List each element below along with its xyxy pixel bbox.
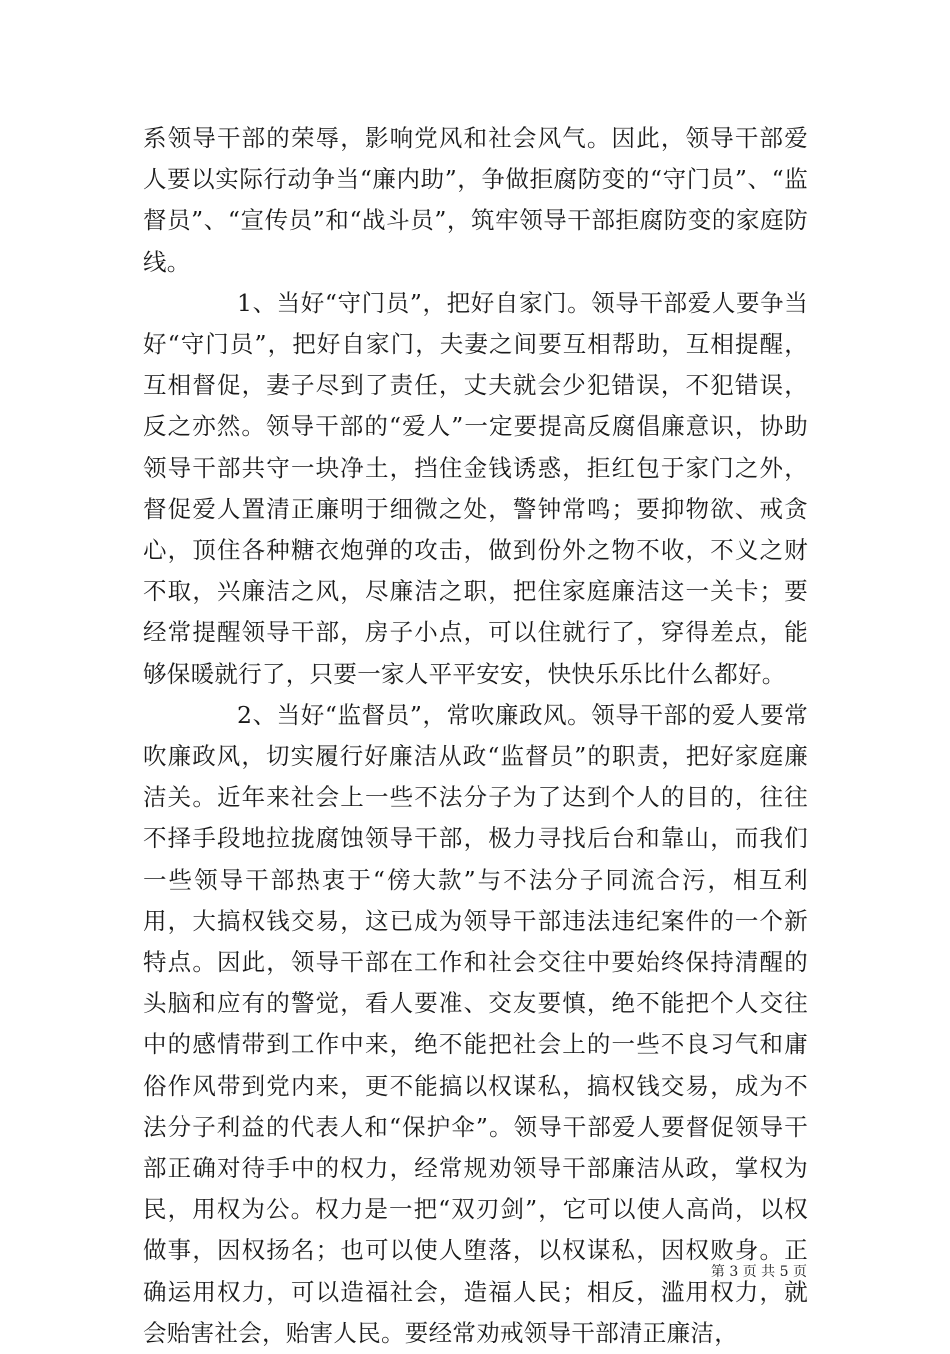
paragraph-continuation: 系领导干部的荣辱，影响党风和社会风气。因此，领导干部爱人要以实际行动争当“廉内助”，争做拒腐防变的“守门员”、“监督员”、“宣传员”和“战斗员”，筑牢领导干部拒腐防变的家庭防线。 xyxy=(143,124,808,276)
page-footer xyxy=(0,1263,950,1281)
paragraph-supervisor: 2、当好“监督员”，常吹廉政风。领导干部的爱人要常吹廉政风，切实履行好廉洁从政“监督员”的职责，把好家庭廉洁关。近年来社会上一些不法分子为了达到个人的目的，往往不择手段地拉拢腐蚀领导干部，极力寻找后台和靠山，而我们一些领导干部热衷于“傍大款”与不法分子同流合污，相互利用，大搞权钱交易，这已成为领导干部违法违纪案件的一个新特点。因此，领导干部在工作和社会交往中要始终保持清醒的头脑和应有的警觉，看人要准、交友要慎，绝不能把个人交往中的感情带到工作中来，绝不能把社会上的一些不良习气和庸俗作风带到党内来，更不能搞以权谋私，搞权钱交易，成为不法分子利益的代表人和“保护伞”。领导干部爱人要督促领导干部正确对待手中的权力，经常规劝领导干部廉洁从政，掌权为民，用权为公。权力是一把“双刃剑”，它可以使人高尚，以权做事，因权扬名；也可以使人堕落，以权谋私，因权败身。正确运用权力，可以造福社会，造福人民；相反，滥用权力，就会贻害社会，贻害人民。要经常劝戒领导干部清正廉洁， xyxy=(143,700,808,1347)
page-number: 第 3 页 共 5 页 xyxy=(710,1264,807,1280)
document-body xyxy=(143,118,808,1354)
paragraph-gatekeeper: 1、当好“守门员”，把好自家门。领导干部爱人要争当好“守门员”，把好自家门，夫妻之间要互相帮助，互相提醒，互相督促，妻子尽到了责任，丈夫就会少犯错误，不犯错误，反之亦然。领导干部的“爱人”一定要提高反腐倡廉意识，协助领导干部共守一块净土，挡住金钱诱惑，拒红包于家门之外，督促爱人置清正廉明于细微之处，警钟常鸣；要抑物欲、戒贪心，顶住各种糖衣炮弹的攻击，做到份外之物不收，不义之财不取，兴廉洁之风，尽廉洁之职，把住家庭廉洁这一关卡；要经常提醒领导干部，房子小点，可以住就行了，穿得差点，能够保暖就行了，只要一家人平平安安，快快乐乐比什么都好。 xyxy=(143,288,808,688)
